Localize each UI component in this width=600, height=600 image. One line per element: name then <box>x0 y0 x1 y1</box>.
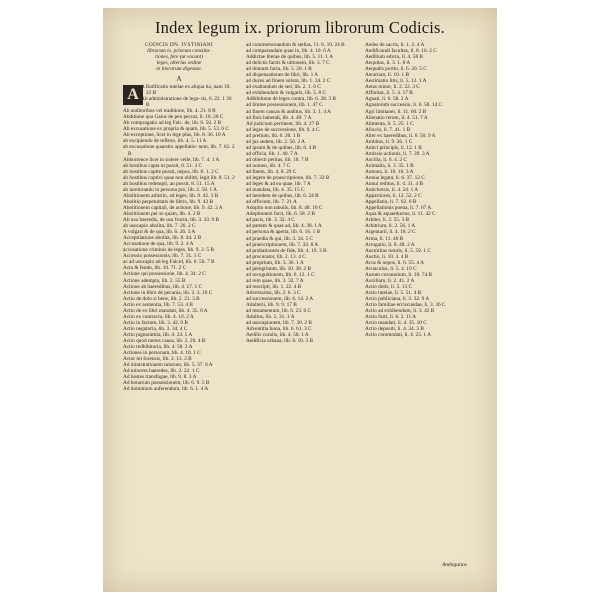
index-entry: Actio tutelae, li. 5. 51. 4 B <box>365 289 422 296</box>
index-entry: Abolitionem per se quam, lib. 4. 2 B <box>123 210 201 217</box>
index-entry: Actio furti, li. 6. 2. 11 A <box>365 314 417 321</box>
column-entries <box>365 42 477 338</box>
index-entry: Adhibitione de leges contra, lib. 6. 28. 3 B <box>246 96 337 103</box>
index-entry: ad domum facta, lib. 5. 20. 1 B <box>246 66 312 73</box>
index-entry: ad persona & aperta, lib. 6. 16. 1 B <box>246 229 321 236</box>
index-entry: Addictae literae de quibus, lib. 5. 11. 1 A <box>246 54 333 61</box>
index-entry: Antichresis, li. 4. 24. 1 A <box>365 187 419 194</box>
index-entry: ad rescripti, lib. 1. 22. 4 B <box>246 283 302 290</box>
index-entry: Auxilium, li. 2. 41. 2 A <box>365 277 415 284</box>
index-entry: ad limine possessionem, lib. 1. 47 C <box>246 102 323 109</box>
index-entry: ad praescriptionem, lib. 7. 33. 8 A <box>246 241 319 248</box>
index-entry: Aequalis portio, li. 6. 20. 5 C <box>365 66 427 73</box>
index-entry: Aedilium edicto, li. 4. 58 B <box>365 54 423 61</box>
index-entry: Auctoritas tutoris, li. 5. 59. 1 C <box>365 247 431 254</box>
index-column-3 <box>365 42 477 338</box>
index-entry: Annui reditus, li. 4. 31. 4 B <box>365 181 423 188</box>
index-entry: Avus & nepos, li. 6. 55. 4 A <box>365 259 424 266</box>
index-entry: Actio in factum, lib. 3. 42. 9 B <box>123 319 188 326</box>
index-entry: Ad ministrationem tutorum, lib. 5. 37. 6 A <box>123 362 213 369</box>
index-entry: ad peregrinum, lib. 10. 38. 2 B <box>246 265 312 272</box>
index-entry: Ad judicium pertinent, lib. 4. 27 B <box>246 120 320 127</box>
index-entry: Apparitores, li. 12. 52. 2 C <box>365 193 422 200</box>
index-entry: Appellatio, li. 7. 62. 6 B <box>365 199 417 206</box>
catchword: Ambiguitas <box>441 562 467 568</box>
index-entry: Actiones in personam, lib. 4. 10. 1 C <box>123 350 201 357</box>
index-entry: Ad dominium auferendum, lib. 6. 1. 4 A <box>123 386 209 393</box>
index-entry: ad usucapionem, lib. 7. 30. 2 B <box>246 320 312 327</box>
index-entry: Amici principis, li. 12. 1 B <box>365 144 422 151</box>
index-column-1 <box>123 42 235 392</box>
index-entry: Aqua & aquaeductus, li. 11. 42 C <box>365 211 436 218</box>
index-entry: ad leges & ad ea quae, lib. 7 A <box>246 181 311 188</box>
index-entry: Ad minores haeredes, lib. 2. 22. 1 C <box>123 368 200 375</box>
index-entry: Agnatorum successio, li. 6. 58. 14 C <box>365 102 443 109</box>
index-entry: ad leges de successione, lib. 9. 4 C <box>246 126 320 133</box>
index-entry: ac ad usucapio ad leg Falcid, lib. 6. 50. 7 B <box>123 259 215 266</box>
index-entry: Actione ab haeredibus, lib. 4. 17. 1 C <box>123 283 202 290</box>
index-entry: ad finem, lib. 4. 8. 29 C <box>246 168 297 175</box>
index-entry: Abolitio perpetuitatis de libris, lib. 9. 43 B <box>123 198 214 205</box>
index-entry: Actio ad exhibendum, li. 3. 42 B <box>365 308 435 315</box>
column-entries <box>246 42 358 344</box>
index-entry: ad officia, lib. 1. 40. 7 A <box>246 150 298 157</box>
index-entry: Ad hostes transfugae, lib. 9. 8. 3 A <box>123 374 197 381</box>
index-entry: Argentarii, li. 4. 18. 2 C <box>365 229 416 236</box>
index-entry: ad finis habendi, lib. 4. 40. 7 A <box>246 114 312 121</box>
index-entry: Aurum coronarium, li. 10. 74 B <box>365 271 433 278</box>
index-entry: ab excusatione quaestio appellatio- nem, lib. 7. 62. 2 B <box>123 144 235 157</box>
page-header: Index legum ix. priorum librorum Codicis. <box>154 18 446 37</box>
index-entry: ad obiecti peritas, lib. 10. 7 B <box>246 156 309 163</box>
index-entry: ad delictis factis & ultionem, lib. 3. 7 C <box>246 60 330 67</box>
index-entry: ad recognitionem, lib. 6. 12. 1 C <box>246 271 315 278</box>
index-entry: ad nomen, lib. 4. 7 C <box>246 162 291 169</box>
index-entry: Arma, li. 11. 46 B <box>365 235 404 242</box>
index-entry: Actio familiae erciscundae, li. 3. 36 C <box>365 302 446 309</box>
intro-title: CODICIS DN. IVSTINIANI <box>145 42 213 48</box>
index-entry: ab excipiendo de reflexe, lib. 4. 5. 11 A <box>123 138 207 145</box>
index-entry: Ancilla, li. 6. 4. 2 C <box>365 156 407 163</box>
index-entry: ad heredem de quibus, lib. 6. 24 B <box>246 193 319 200</box>
index-entry: ad procurator, lib. 2. 13. 4 C <box>246 253 306 260</box>
index-entry: Ab excusatione ex propria & quam, lib. 5. 53. 6 C <box>123 126 229 133</box>
index-column-2 <box>246 42 358 344</box>
index-entry: ad comparandam quae in, lib. 4. 10. 6 A <box>246 48 331 55</box>
index-entry: ab iureiurando in persona pro, lib. 2. 58. 1 A <box>123 186 218 193</box>
index-entry: Acceptilatione abolita, lib. 8. 44. 2 B <box>123 235 202 242</box>
index-entry: Actio publiciana, li. 3. 32. 9 A <box>365 295 430 302</box>
index-entry: ad officium, lib. 7. 21 A <box>246 199 297 206</box>
index-entry: Agri limitanei, li. 11. 60. 2 B <box>365 108 427 115</box>
index-entry: Animalia, li. 3. 35. 1 B <box>365 162 414 169</box>
index-entry: Agnati, li. 6. 58. 2 A <box>365 96 409 103</box>
index-entry: Adoptio non tabulis, lib. 8. 48. 10 C <box>246 205 323 212</box>
index-entry: Actio depositi, li. 4. 34. 3 B <box>365 326 424 333</box>
index-entry: ab usucapio abolita, lib. 7. 26. 2 C <box>123 223 196 230</box>
index-entry: Actio ex contractu, lib. 4. 10. 2 A <box>123 313 194 320</box>
index-entry: Adultus, lib. 5. 31. 1 A <box>246 314 295 321</box>
index-entry: Accessio possessionis, lib. 7. 31. 1 C <box>123 253 202 260</box>
index-entry: ab hostibus redempti, an possit, 8. 51. 15 A <box>123 180 215 187</box>
index-entry: Ab usu haeredis, de usu fructu, lib. 3. 33. 9 B <box>123 217 220 224</box>
index-entry: Alienatio rerum, li. 4. 51. 7 A <box>365 114 428 121</box>
index-entry: Ab exceptione, licet in lege plus, lib. 8. 36. 10 A <box>123 132 226 139</box>
index-entry: Arbiter, li. 2. 55. 3 B <box>365 217 410 224</box>
index-entry: Aestimatio litis, li. 5. 12. 1 A <box>365 78 427 85</box>
index-entry: Abolitionem arbitrio, ad leges, lib. 9. 42. 3 B <box>123 192 219 199</box>
index-entry: Annua legata, li. 6. 37. 12 C <box>365 175 425 182</box>
index-entry: Actio pignoratitia, lib. 4. 24. 5 A <box>123 331 193 338</box>
index-entry: Auctio, li. 10. 3. 4 B <box>365 253 409 260</box>
intro-block <box>123 42 235 72</box>
index-entry: Abolitionem capitali, de actione, lib. 9. 42. 2 A <box>123 204 223 211</box>
index-entry: Acta & fendo, lib. 10. 71. 2 C <box>123 265 187 272</box>
index-entry: ad jus sedem, lib. 2. 56. 2 A <box>246 138 305 145</box>
index-entry: Ab compragatio ad leg Falc. de, lib. 6. 50. 2 B <box>123 120 222 127</box>
index-entry: Actione qui possessione, lib. 4. 34. 2 C <box>123 271 206 278</box>
index-entry: Actio de ex libri mandati, lib. 4. 35. 6 A <box>123 307 208 314</box>
index-entry: ad ipsum & de quibus, lib. 6. 4 B <box>246 144 317 151</box>
index-entry: ad rem quae, lib. 3. 32. 7 A <box>246 277 304 284</box>
index-entry: Ab administratione de lega- tis, 6. 22. 1 30 B <box>141 96 232 109</box>
index-entry: ad mandata, lib. 4. 35. 15 C <box>246 187 305 194</box>
index-entry: ad testamentum, lib. 6. 23. 6 C <box>246 308 312 315</box>
index-entry: ad praedia & qui, lib. 3. 34. 5 C <box>246 235 314 242</box>
index-entry: Accusatione de qua, lib. 9. 2. 4 A <box>123 241 194 248</box>
index-entry: ab hostibus capite possit, nepos, lib. 8. 1. 2 C <box>123 168 219 175</box>
index-entry: ad probationem de fide, lib. 4. 19. 3 B <box>246 247 327 254</box>
index-entry: Ab auditoribus vel traditione, lib. 4. 21. 8 B <box>123 108 216 115</box>
index-entry: ad finem causas & auditus, lib. 3. 1. 4 A <box>246 108 331 115</box>
index-entry: Actio mandati, li. 4. 35. 10 C <box>365 320 427 327</box>
index-entry: Abditione qua Gaius de pen peccat, li. 10. 28 C <box>123 114 224 121</box>
index-entry: Ad bonorum possessionem, lib. 6. 9. 5 B <box>123 380 210 387</box>
index-entry: Alimenta, li. 5. 25. 1 C <box>365 120 414 127</box>
index-entry: ad proprium, lib. 3. 36. 1 A <box>246 259 304 266</box>
intro-line: leges, alterius ordine <box>156 60 202 66</box>
index-entry: Actio ex sententia, lib. 7. 53. 4 B <box>123 301 193 308</box>
index-entry: Aedificandi facultas, li. 8. 10. 2 C <box>365 48 437 55</box>
intro-line: librorum ix. priorum constitu- <box>147 48 211 54</box>
index-entry: A Ratificatio tutelae ex aliqua ita, nam 10. 22 B <box>141 84 231 97</box>
index-entry: Aerarium, li. 10. 1 B <box>365 72 409 79</box>
index-entry: Affinitas, li. 5. 4. 17 B <box>365 90 413 97</box>
index-entry: ad legem de praescriptione, lib. 7. 33 B <box>246 175 330 182</box>
index-entry: ab hostibus capta ut possit, 8. 51. 3 C <box>123 162 203 169</box>
index-entry: Actio de dolo si bene, lib. 2. 21. 3 B <box>123 295 200 302</box>
index-entry: Actione in libro de pecunia, lib. 2. 3. 10 C <box>123 289 213 296</box>
index-entry: ad exaltandum de sed, lib. 2. 1. 6 C <box>246 84 321 91</box>
index-entry: Aequitas, li. 3. 1. 8 A <box>365 60 411 67</box>
index-entry: ad pacis, lib. 3. 32. 4 C <box>246 217 295 224</box>
index-entry: Actione adempta, lib. 2. 55 B <box>123 277 186 284</box>
index-entry: Actio commodati, li. 4. 23. 1 A <box>365 332 431 339</box>
index-entry: Appellationis poena, li. 7. 67 A <box>365 205 432 212</box>
index-entry: Alter ex haeredibus, li. 6. 50. 9 A <box>365 132 436 139</box>
index-entry: ad successionem, lib. 6. 14. 2 A <box>246 295 314 302</box>
intro-line: tiones, fere (ut vocant) <box>155 54 203 60</box>
index-entry: Actio redhibitoria, lib. 4. 58. 2 A <box>123 344 193 351</box>
index-entry: Aedilis curulis, lib. 4. 58. 1 A <box>246 332 309 339</box>
index-entry: Avunculus, li. 5. 4. 19 C <box>365 265 417 272</box>
index-entry: Actor rei forensis, lib. 2. 13. 2 B <box>123 356 192 363</box>
index-entry: ad pretium, lib. 6. 20. 1 B <box>246 132 301 139</box>
intro-line: in literarum digestae. <box>156 66 202 72</box>
index-entry: ab hostibus captivi quae non oblitti, legit lib. 8. 51. 2 <box>123 174 235 181</box>
book-page <box>103 8 497 592</box>
index-entry: Amissio actionis, li. 7. 39. 3 A <box>365 150 430 157</box>
index-entry: Aetas minor, li. 2. 22. 3 C <box>365 84 420 91</box>
index-entry: Actio negatoria, lib. 3. 34. 4 C <box>123 325 188 332</box>
index-entry: Annona, li. 10. 16. 3 A <box>365 168 414 175</box>
index-entry: Aedes de sacris, li. 1. 2. 4 A <box>365 42 425 48</box>
index-entry: ad duces ad finem solum, lib. 1. 34. 2 C <box>246 78 331 85</box>
index-entry: Adoptionem facit, lib. 6. 58. 2 B <box>246 211 315 218</box>
index-entry: Actio quod metus causa, lib. 2. 20. 4 B <box>123 337 206 344</box>
drop-cap: A <box>123 85 143 105</box>
index-entry: Adulterii, lib. 9. 9. 17 B <box>246 302 297 309</box>
index-entry: Ambitus, li. 9. 26. 1 C <box>365 138 413 145</box>
index-entry: ad exhibendum & vulgaris, lib. 5. 8 C <box>246 90 327 97</box>
column-entries <box>123 84 235 392</box>
index-entry: Arbitrium, li. 2. 56. 1 A <box>365 223 416 230</box>
index-entry: ad commemorandum & stellas, 11. 6. 10. 24 B <box>246 42 345 48</box>
index-entry: Abhorrence licet in sistere velle, lib. 7. 4. 1 A <box>123 156 220 163</box>
index-entry: Adventitia bona, lib. 6. 61. 3 C <box>246 326 312 333</box>
index-entry: Actio dotis, li. 5. 13 C <box>365 283 413 290</box>
index-entry: accusatione criminis de leges, lib. 9. 2. 5 B <box>123 247 214 254</box>
index-entry: Alluvio, li. 7. 41. 1 B <box>365 126 411 133</box>
index-entry: ad partem & quae ad, lib. 4. 38. 1 A <box>246 223 322 230</box>
index-entry: A vulgari & de qua, lib. 6. 26. 3 A <box>123 229 196 236</box>
index-entry: Adversarius, lib. 2. 6. 3 C <box>246 289 301 296</box>
index-entry: ad dispensationes de libri, lib. 1 A <box>246 72 319 79</box>
index-entry: Arrogatio, li. 8. 48. 2 A <box>365 241 415 248</box>
index-entry: Aedificia urbana, lib. 8. 10. 3 B <box>246 338 314 345</box>
letter-heading: A <box>176 75 182 83</box>
